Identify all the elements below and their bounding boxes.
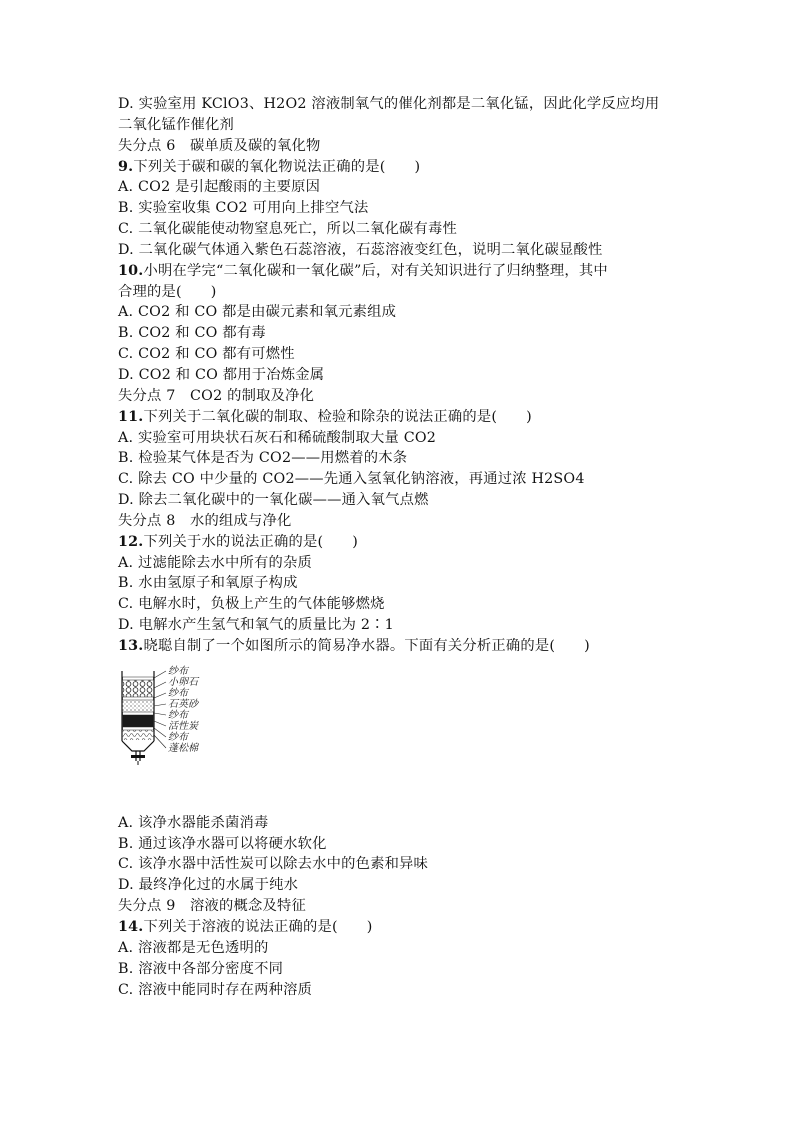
q11-option-a: A. 实验室可用块状石灰石和稀硫酸制取大量 CO2 <box>118 429 437 446</box>
q13-option-a: A. 该净水器能杀菌消毒 <box>118 814 269 831</box>
question-number: 13. <box>118 637 144 654</box>
q13-option-b: B. 通过该净水器可以将硬水软化 <box>118 835 327 852</box>
pebble-layer <box>123 680 154 697</box>
q14-option-c: C. 溶液中能同时存在两种溶质 <box>118 981 313 998</box>
question-10-stem-cont: 合理的是( ) <box>118 283 217 300</box>
q12-option-c: C. 电解水时，负极上产生的气体能够燃烧 <box>118 596 385 613</box>
label-leader-lines <box>154 671 166 748</box>
question-text: 下列关于水的说法正确的是( ) <box>143 533 358 550</box>
q9-option-d: D. 二氧化碳气体通入紫色石蕊溶液，石蕊溶液变红色，说明二氧化碳显酸性 <box>118 241 603 258</box>
figure-label: 石英砂 <box>168 698 198 710</box>
q8-option-d-line1: D. 实验室用 KClO3、H2O2 溶液制氧气的催化剂都是二氧化锰，因此化学反应均用 <box>118 96 660 112</box>
figure-label: 纱布 <box>168 665 188 677</box>
q10-option-c: C. CO2 和 CO 都有可燃性 <box>118 346 295 363</box>
q12-option-d: D. 电解水产生氢气和氧气的质量比为 2∶1 <box>118 617 394 634</box>
document-page <box>118 94 688 1000</box>
q10-option-d: D. CO2 和 CO 都用于冶炼金属 <box>118 366 325 383</box>
section-heading-7: 失分点 7 CO2 的制取及净化 <box>118 387 315 404</box>
figure-label: 纱布 <box>168 687 188 699</box>
q9-option-a: A. CO2 是引起酸雨的主要原因 <box>118 179 321 196</box>
q12-option-a: A. 过滤能除去水中所有的杂质 <box>118 554 312 571</box>
question-text: 下列关于碳和碳的氧化物说法正确的是( ) <box>133 158 421 175</box>
q13-option-d: D. 最终净化过的水属于纯水 <box>118 877 299 894</box>
question-number: 9. <box>118 158 134 175</box>
q11-option-c: C. 除去 CO 中少量的 CO2——先通入氢氧化钠溶液，再通过浓 H2SO4 <box>118 471 585 488</box>
q13-option-c: C. 该净水器中活性炭可以除去水中的色素和异味 <box>118 856 429 873</box>
question-14-stem <box>118 917 688 938</box>
q11-option-d: D. 除去二氧化碳中的一氧化碳——通入氧气点燃 <box>118 492 429 509</box>
q14-option-a: A. 溶液都是无色透明的 <box>118 939 269 956</box>
q14-option-b: B. 溶液中各部分密度不同 <box>118 960 284 977</box>
cotton-layer <box>123 730 154 740</box>
figure-label: 纱布 <box>168 731 188 743</box>
section-heading-9: 失分点 9 溶液的概念及特征 <box>118 898 307 915</box>
question-text: 下列关于二氧化碳的制取、检验和除杂的说法正确的是( ) <box>143 408 532 425</box>
question-text: 晓聪自制了一个如图所示的简易净水器。下面有关分析正确的是( ) <box>143 637 590 654</box>
question-number: 14. <box>118 919 144 935</box>
question-9-stem <box>118 157 688 178</box>
q8-option-d-line2: 二氧化锰作催化剂 <box>118 116 234 133</box>
gauze-layer-4 <box>123 727 154 730</box>
water-purifier-diagram <box>118 657 258 807</box>
section-heading-8: 失分点 8 水的组成与净化 <box>118 512 292 529</box>
gauze-layer-3 <box>123 712 154 715</box>
question-text: 小明在学完“二氧化碳和一氧化碳”后，对有关知识进行了归纳整理，其中 <box>143 262 608 279</box>
question-12-stem <box>118 532 688 553</box>
quartz-sand-layer <box>123 700 154 712</box>
gauze-layer-2 <box>123 697 154 700</box>
question-11-stem <box>118 407 688 428</box>
question-text: 下列关于溶液的说法正确的是( ) <box>143 919 373 935</box>
figure-label: 活性炭 <box>168 720 198 732</box>
q12-option-b: B. 水由氢原子和氧原子构成 <box>118 575 298 592</box>
q10-option-a: A. CO2 和 CO 都是由碳元素和氧元素组成 <box>118 304 397 321</box>
question-number: 12. <box>118 533 144 550</box>
figure-label: 小卵石 <box>168 676 198 688</box>
q10-option-b: B. CO2 和 CO 都有毒 <box>118 325 266 342</box>
question-10-stem <box>118 261 688 282</box>
figure-label: 蓬松棉 <box>168 742 198 754</box>
question-13-stem <box>118 636 688 657</box>
question-number: 11. <box>118 408 144 425</box>
figure-label: 纱布 <box>168 709 188 721</box>
funnel-bottom <box>122 741 154 751</box>
valve <box>131 755 145 758</box>
q9-option-b: B. 实验室收集 CO2 可用向上排空气法 <box>118 200 369 217</box>
section-heading-6: 失分点 6 碳单质及碳的氧化物 <box>118 137 321 154</box>
q9-option-c: C. 二氧化碳能使动物窒息死亡，所以二氧化碳有毒性 <box>118 221 458 238</box>
water-purifier-figure <box>118 657 688 813</box>
q11-option-b: B. 检验某气体是否为 CO2——用燃着的木条 <box>118 450 408 467</box>
question-number: 10. <box>118 262 144 279</box>
activated-carbon-layer <box>123 715 154 727</box>
gauze-layer-1 <box>123 677 154 680</box>
